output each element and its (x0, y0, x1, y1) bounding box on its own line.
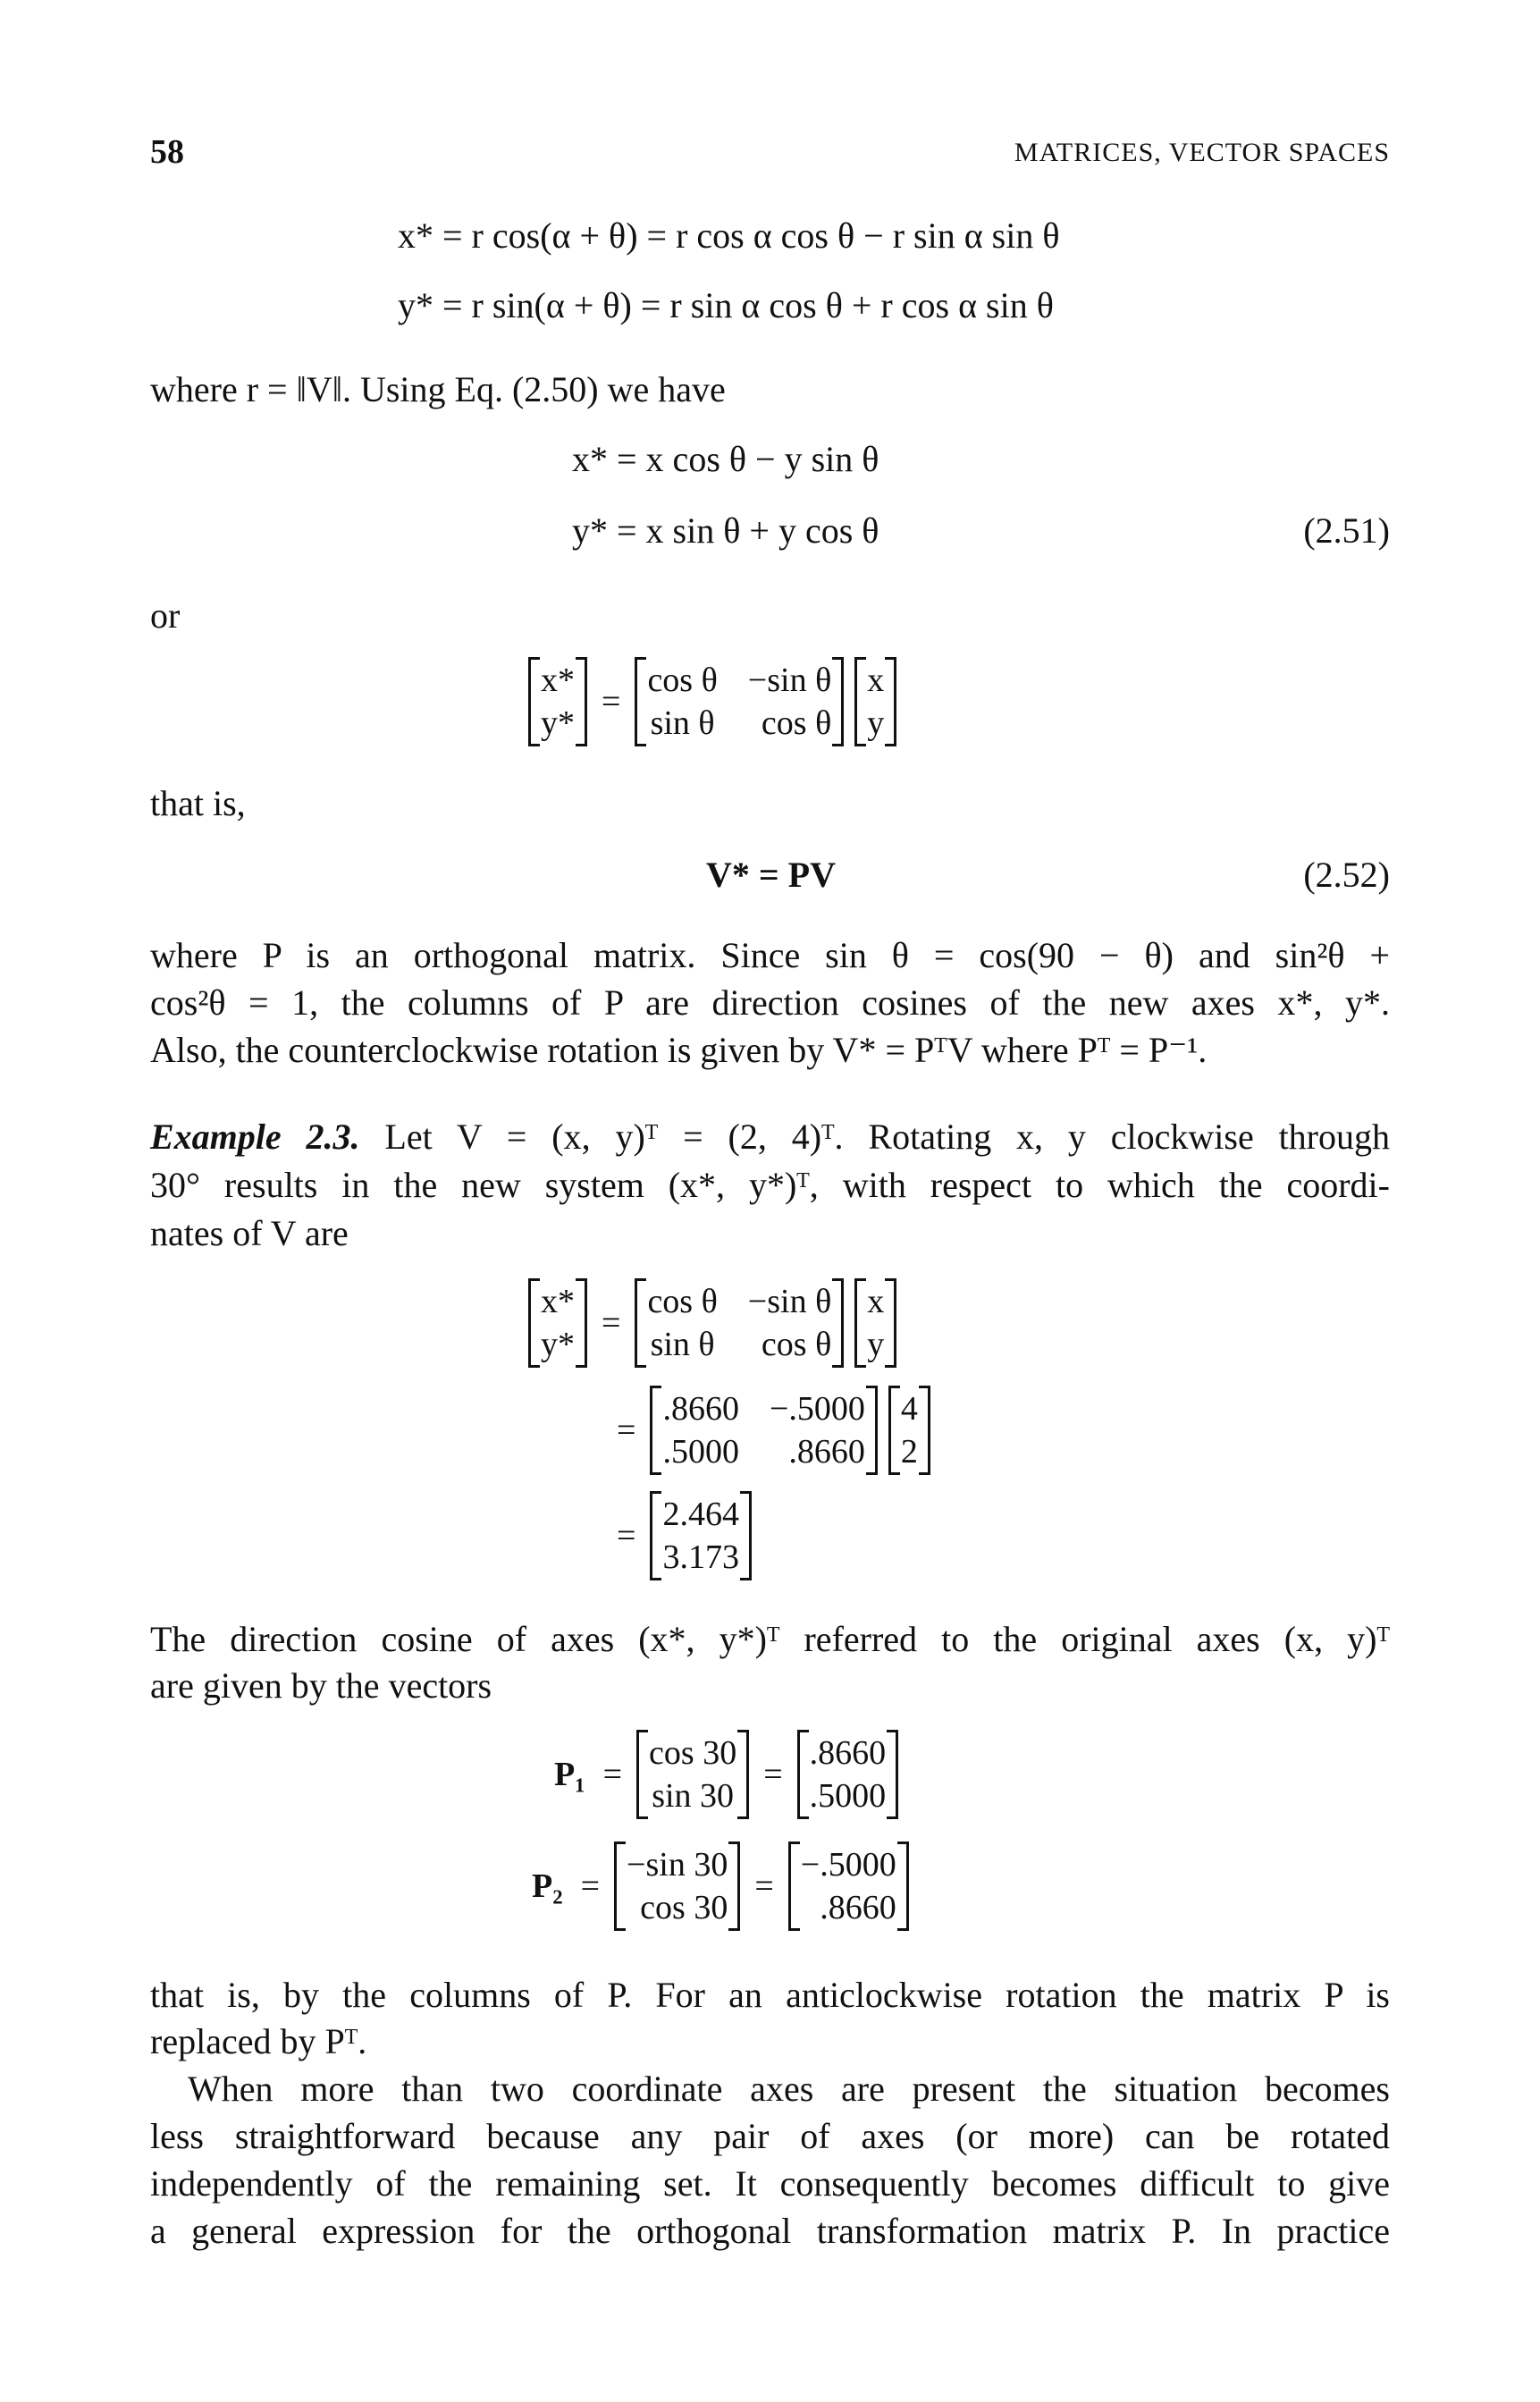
paragraph-orthogonal-line-2: cos²θ = 1, the columns of P are direction cosines of the new axes x*, y*. (150, 982, 1390, 1023)
equals-sign: = (617, 1412, 636, 1449)
paragraph-direction-cosine-line-2: are given by the vectors (150, 1665, 492, 1706)
page-number: 58 (150, 133, 184, 171)
paragraph-columns-line-1: that is, by the columns of P. For an anticlockwise rotation the matrix P is (150, 1975, 1390, 2015)
equals-sign: = (602, 1304, 621, 1342)
equals-sign: = (602, 1756, 623, 1793)
matrix-cell: y* (541, 1326, 575, 1363)
p2-label: P₂ (532, 1867, 563, 1905)
matrix-cell: 2 (900, 1433, 918, 1471)
p2-numeric (788, 1842, 909, 1931)
equals-sign: = (580, 1867, 601, 1905)
matrix-cell: cos 30 (640, 1889, 728, 1926)
numeric-vector (888, 1386, 930, 1475)
p1-label: P₁ (554, 1756, 585, 1793)
vector-p1-equation (554, 1730, 904, 1819)
equation-number-2-52: (2.52) (1303, 855, 1390, 895)
text-or: or (150, 595, 181, 636)
matrix-cell: .5000 (809, 1777, 887, 1815)
matrix-cell: .5000 (662, 1433, 739, 1471)
equation-x-star-polar: x* = r cos(α + θ) = r cos α cos θ − r sin α sin θ (398, 215, 1060, 256)
matrix-cell: x* (541, 662, 575, 699)
paragraph-columns-line-2: replaced by Pᵀ. (150, 2021, 367, 2061)
p2-symbolic (614, 1842, 740, 1931)
vector-x-y (854, 1278, 896, 1368)
matrix-cell: cos θ (647, 662, 718, 699)
matrix-cell: 3.173 (662, 1538, 739, 1576)
running-title: MATRICES, VECTOR SPACES (1014, 138, 1390, 167)
matrix-cell: .8660 (809, 1734, 887, 1772)
matrix-equation-example (523, 1278, 902, 1368)
matrix-cell: x* (541, 1283, 575, 1320)
text-that-is: that is, (150, 783, 246, 823)
example-line-1 (150, 1116, 1390, 1158)
matrix-cell: cos 30 (649, 1734, 737, 1772)
rotation-matrix (635, 657, 844, 746)
matrix-cell: sin θ (650, 704, 715, 742)
matrix-cell: y (867, 1326, 885, 1363)
numeric-rotation-matrix (650, 1386, 877, 1475)
paragraph-axes-line-4: a general expression for the orthogonal transformation matrix P. In practice (150, 2211, 1390, 2251)
matrix-cell: 2.464 (662, 1496, 739, 1533)
matrix-cell: cos θ (647, 1283, 718, 1320)
paragraph-direction-cosine-line-1: The direction cosine of axes (x*, y*)ᵀ referred to the original axes (x, y)ᵀ (150, 1619, 1390, 1659)
vector-p2-equation (532, 1842, 914, 1931)
paragraph-orthogonal-line-3: Also, the counterclockwise rotation is given by V* = PᵀV where Pᵀ = P⁻¹. (150, 1030, 1208, 1070)
matrix-equation-rotation (523, 657, 902, 746)
vector-x-star-y-star (528, 1278, 587, 1368)
paragraph-axes-line-1: When more than two coordinate axes are present the situation becomes (188, 2069, 1390, 2109)
equals-sign: = (617, 1517, 636, 1555)
matrix-cell: .8660 (662, 1390, 739, 1428)
equals-sign: = (754, 1867, 774, 1905)
p1-symbolic (636, 1730, 749, 1819)
matrix-cell: sin 30 (652, 1777, 735, 1815)
matrix-cell: sin θ (650, 1326, 715, 1363)
vector-x-star-y-star (528, 657, 587, 746)
equation-y-star: y* = x sin θ + y cos θ (572, 510, 879, 551)
matrix-cell: −.5000 (769, 1390, 865, 1428)
matrix-cell: 4 (900, 1390, 918, 1428)
matrix-cell: −sin 30 (627, 1846, 728, 1884)
matrix-equation-numeric (608, 1386, 936, 1475)
equation-number-2-51: (2.51) (1303, 510, 1390, 551)
rotation-matrix (635, 1278, 844, 1368)
matrix-cell: −sin θ (747, 662, 832, 699)
example-line-3: nates of V are (150, 1213, 349, 1253)
matrix-cell: cos θ (761, 704, 832, 742)
matrix-cell: x (867, 662, 885, 699)
equation-x-star: x* = x cos θ − y sin θ (572, 439, 879, 479)
text-where-r: where r = ‖V‖. Using Eq. (2.50) we have (150, 369, 726, 409)
matrix-cell: cos θ (761, 1326, 832, 1363)
paragraph-axes-line-2: less straightforward because any pair of axes (or more) can be rotated (150, 2116, 1390, 2156)
equals-sign: = (602, 683, 621, 721)
example-line-2: 30° results in the new system (x*, y*)ᵀ, with respect to which the coordi- (150, 1165, 1390, 1205)
matrix-cell: .8660 (788, 1433, 865, 1471)
matrix-cell: −.5000 (800, 1846, 896, 1884)
matrix-cell: .8660 (820, 1889, 896, 1926)
vector-x-y (854, 657, 896, 746)
matrix-cell: x (867, 1283, 885, 1320)
matrix-cell: y (867, 704, 885, 742)
paragraph-orthogonal-line-1: where P is an orthogonal matrix. Since sin θ = cos(90 − θ) and sin²θ + (150, 935, 1390, 975)
example-text-1: Let V = (x, y)ᵀ = (2, 4)ᵀ. Rotating x, y clockwise through (384, 1117, 1391, 1157)
equation-y-star-polar: y* = r sin(α + θ) = r sin α cos θ + r cos α sin θ (398, 285, 1054, 325)
matrix-cell: −sin θ (747, 1283, 832, 1320)
matrix-equation-result (608, 1491, 757, 1580)
paragraph-axes-line-3: independently of the remaining set. It consequently becomes difficult to give (150, 2163, 1390, 2204)
result-vector (650, 1491, 752, 1580)
matrix-cell: y* (541, 704, 575, 742)
example-label: Example 2.3. (150, 1117, 360, 1157)
equals-sign: = (763, 1756, 783, 1793)
equation-v-star-pv: V* = PV (706, 855, 836, 895)
p1-numeric (797, 1730, 899, 1819)
